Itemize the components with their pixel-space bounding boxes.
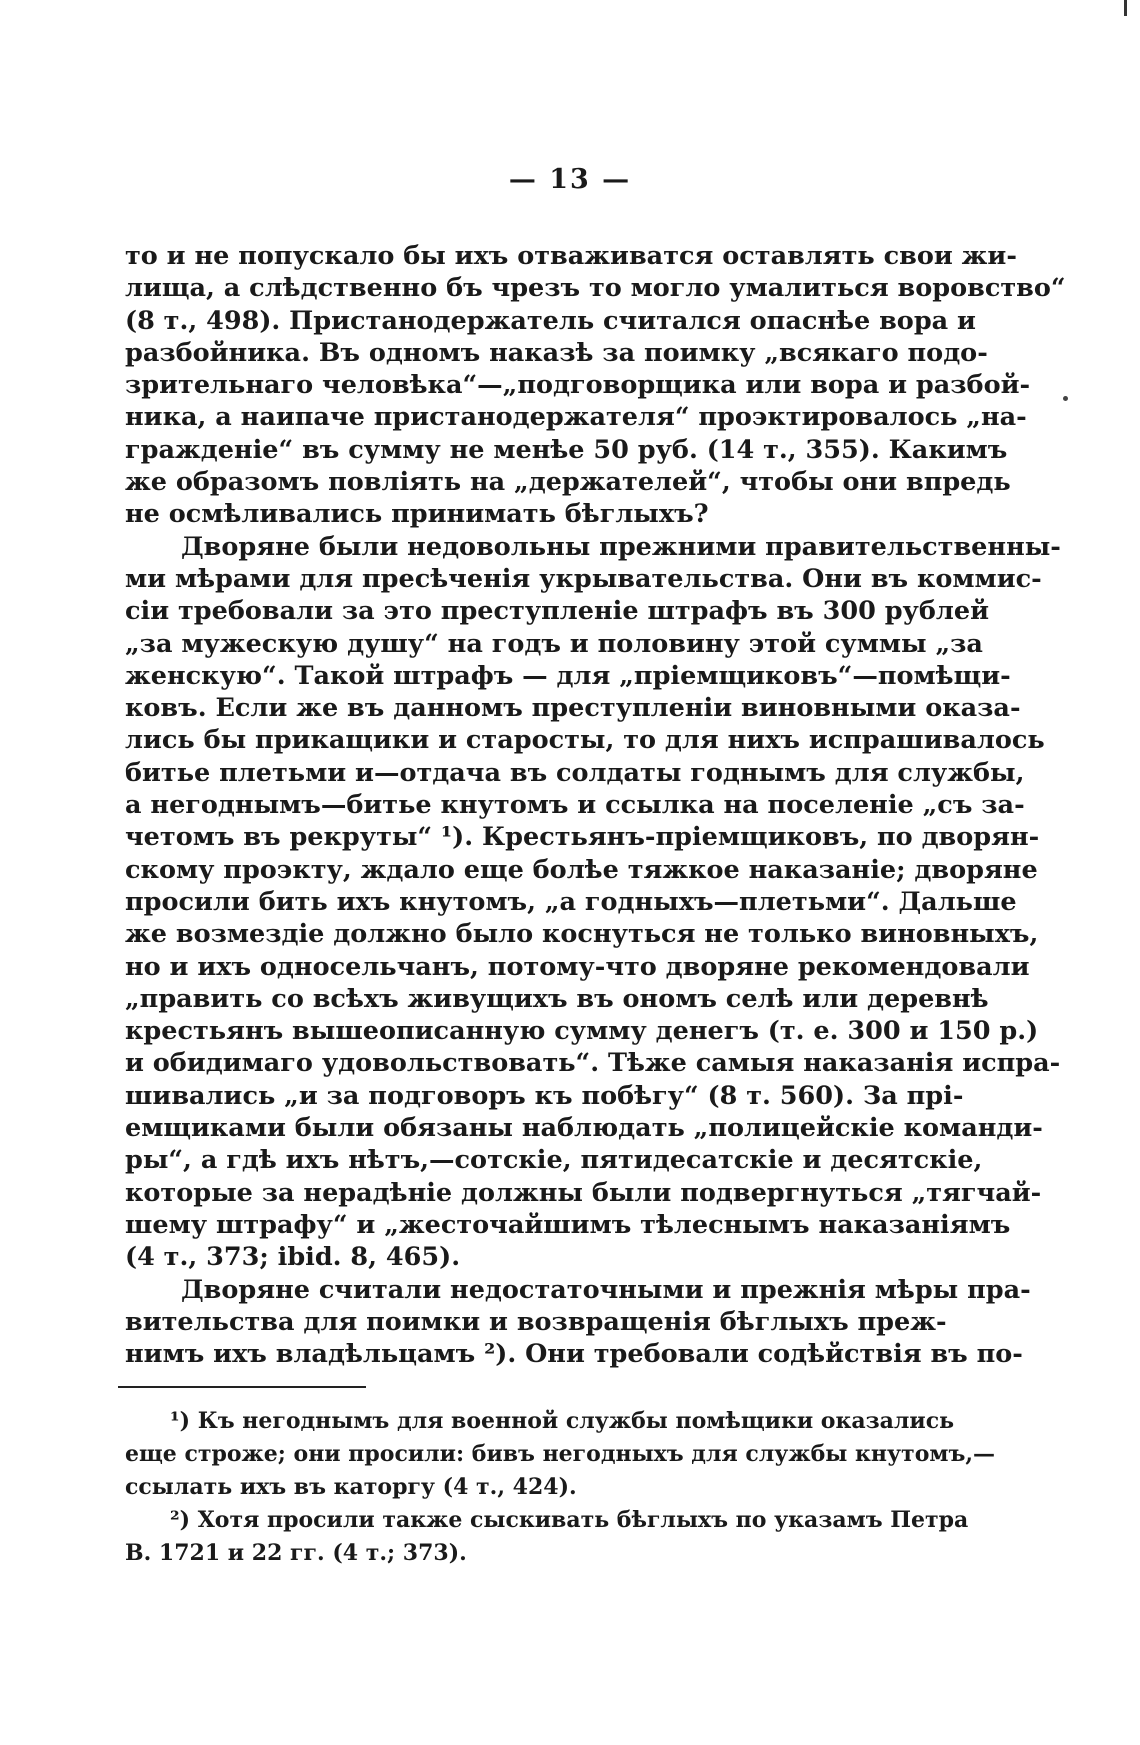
paragraph-first-line: Дворяне считали недостаточными и прежнія мѣры пра- bbox=[181, 1274, 1031, 1305]
text-line: же возмездіе должно было коснуться не только виновныхъ, bbox=[125, 919, 1039, 950]
text-line: (8 т., 498). Пристанодержатель считался опаснѣе вора и bbox=[125, 305, 976, 336]
text-line: емщиками были обязаны наблюдать „полицейскіе команди- bbox=[125, 1113, 1043, 1144]
text-line: ми мѣрами для пресѣченія укрывательства. Они въ коммис- bbox=[125, 563, 1042, 594]
text-line: зрительнаго человѣка“—„подговорщика или вора и разбой- bbox=[125, 370, 1031, 401]
text-line: ника, а наипаче пристанодержателя“ проэктировалось „на- bbox=[125, 402, 1027, 433]
text-line: гражденіе“ въ сумму не менѣе 50 руб. (14 т., 355). Какимъ bbox=[125, 434, 1008, 465]
text-line: не осмѣливались принимать бѣглыхъ? bbox=[125, 499, 709, 530]
text-line: то и не попускало бы ихъ отваживатся оставлять свои жи- bbox=[125, 241, 1017, 271]
text-line: шивались „и за подговоръ къ побѣгу“ (8 т. 560). За прі- bbox=[125, 1080, 964, 1111]
text-line: сіи требовали за это преступленіе штрафъ въ 300 рублей bbox=[125, 596, 989, 627]
scan-edge-mark bbox=[1124, 0, 1127, 16]
text-line: четомъ въ рекруты“ ¹). Крестьянъ-пріемщиковъ, по дворян- bbox=[125, 822, 1040, 853]
footnotes bbox=[125, 1405, 996, 1570]
text-line: „за мужескую душу“ на годъ и половину этой суммы „за bbox=[125, 628, 983, 659]
text-line: просили бить ихъ кнутомъ, „а годныхъ—плетьми“. Дальше bbox=[125, 886, 1017, 917]
text-line: нимъ ихъ владѣльцамъ ²). Они требовали содѣйствія въ по- bbox=[125, 1339, 1023, 1370]
footnote-1-line: ссылать ихъ въ каторгу (4 т., 424). bbox=[125, 1474, 577, 1500]
text-line: скому проэкту, ждало еще болѣе тяжкое наказаніе; дворяне bbox=[125, 854, 1038, 885]
paragraph-first-line: Дворяне были недовольны прежними правительственны- bbox=[181, 531, 1061, 562]
body-text bbox=[125, 240, 1066, 1370]
footnote-2-line: В. 1721 и 22 гг. (4 т.; 373). bbox=[125, 1540, 467, 1566]
text-line: ковъ. Если же въ данномъ преступленіи виновными оказа- bbox=[125, 693, 1021, 724]
footnote-1-line: ¹) Къ негоднымъ для военной службы помѣщики оказались bbox=[170, 1408, 955, 1434]
text-line: ры“, а гдѣ ихъ нѣтъ,—сотскіе, пятидесатскіе и десятскіе, bbox=[125, 1145, 983, 1176]
footnote-divider bbox=[118, 1386, 366, 1388]
text-line: вительства для поимки и возвращенія бѣглыхъ преж- bbox=[125, 1306, 947, 1337]
text-line: разбойника. Въ одномъ наказѣ за поимку „всякаго подо- bbox=[125, 337, 988, 368]
text-line: шему штрафу“ и „жесточайшимъ тѣлеснымъ наказаніямъ bbox=[125, 1209, 1011, 1240]
text-line: лища, а слѣдственно бъ чрезъ то могло умалиться воровство“ bbox=[125, 273, 1066, 304]
footnote-1-line: еще строже; они просили: бивъ негодныхъ для службы кнутомъ,— bbox=[125, 1441, 996, 1467]
text-line: женскую“. Такой штрафъ — для „пріемщиковъ“—помѣщи- bbox=[125, 660, 1011, 691]
page-number: — 13 — bbox=[508, 164, 632, 195]
text-line: и обидимаго удовольствовать“. Тѣже самыя наказанія испра- bbox=[125, 1048, 1061, 1079]
text-line: которые за нерадѣніе должны были подвергнуться „тягчай- bbox=[125, 1177, 1042, 1208]
scan-dot-mark bbox=[1063, 396, 1068, 401]
text-line: (4 т., 373; ibid. 8, 465). bbox=[125, 1242, 461, 1273]
text-line: но и ихъ односельчанъ, потому-что дворяне рекомендовали bbox=[125, 951, 1030, 982]
text-line: „править со всѣхъ живущихъ въ ономъ селѣ или деревнѣ bbox=[125, 983, 989, 1014]
text-line: лись бы прикащики и старосты, то для нихъ испрашивалось bbox=[125, 725, 1045, 756]
text-line: битье плетьми и—отдача въ солдаты годнымъ для службы, bbox=[125, 757, 1025, 788]
footnote-2-line: ²) Хотя просили также сыскивать бѣглыхъ по указамъ Петра bbox=[170, 1507, 969, 1533]
text-line: крестьянъ вышеописанную сумму денегъ (т. е. 300 и 150 р.) bbox=[125, 1016, 1039, 1047]
text-line: же образомъ повліять на „держателей“, чтобы они впредь bbox=[125, 467, 1011, 498]
text-line: а негоднымъ—битье кнутомъ и ссылка на поселеніе „съ за- bbox=[125, 790, 1025, 821]
